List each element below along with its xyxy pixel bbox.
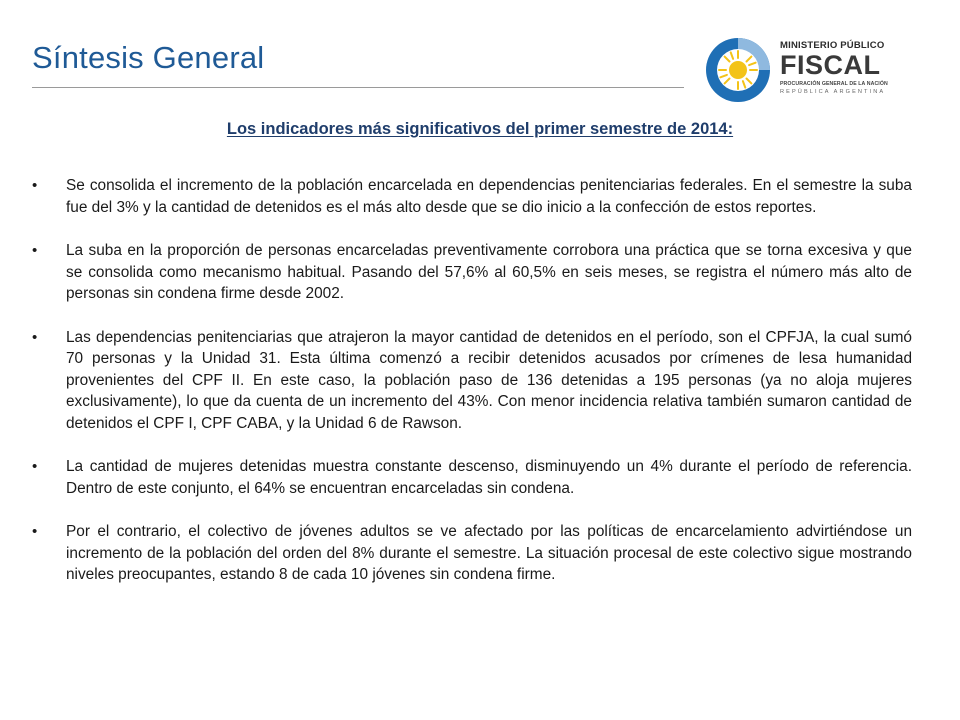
- bullet-item: [32, 240, 912, 305]
- logo-fiscal-text: FISCAL: [780, 50, 881, 80]
- logo-ministerio-text: MINISTERIO PÚBLICO: [780, 40, 885, 51]
- logo-procuracion-text: PROCURACIÓN GENERAL DE LA NACIÓN: [780, 81, 888, 87]
- bullet-list: [32, 175, 912, 608]
- bullet-text: Se consolida el incremento de la población encarcelada en dependencias penitenciarias federales. En el semestre la suba fue del 3% y la cantidad de detenidos es el más alto desde que se dio inicio a la confección de estos reportes.: [66, 177, 912, 216]
- logo-republica-text: REPÚBLICA ARGENTINA: [780, 89, 886, 95]
- bullet-icon: •: [32, 242, 38, 259]
- ministerio-publico-fiscal-logo: [704, 36, 888, 104]
- bullet-icon: •: [32, 523, 38, 540]
- title-divider: [32, 87, 684, 88]
- bullet-item: [32, 456, 912, 499]
- bullet-item: [32, 521, 912, 586]
- bullet-icon: •: [32, 328, 38, 346]
- bullet-item: [32, 175, 912, 218]
- section-subtitle: Los indicadores más significativos del primer semestre de 2014:: [226, 120, 734, 138]
- bullet-icon: •: [32, 177, 38, 194]
- page-title: Síntesis General: [32, 40, 265, 75]
- bullet-text: La suba en la proporción de personas encarceladas preventivamente corrobora una práctica que se torna excesiva y que se consolida como mecanismo habitual. Pasando del 57,6% al 60,5% en seis meses, se registra el número más alto de personas sin condena firme desde 2002.: [66, 242, 912, 302]
- bullet-text: Por el contrario, el colectivo de jóvenes adultos se ve afectado por las políticas de encarcelamiento advirtiéndose un incremento de la población del orden del 8% durante el semestre. La situación procesal de este colectivo sigue mostrando niveles preocupantes, estando 8 de cada 10 jóvenes sin condena firme.: [66, 523, 912, 583]
- sun-emblem-icon: [704, 36, 772, 104]
- bullet-text: La cantidad de mujeres detenidas muestra constante descenso, disminuyendo un 4% durante el período de referencia. Dentro de este conjunto, el 64% se encuentran encarceladas sin condena.: [66, 458, 912, 497]
- logo-wordmark: [780, 40, 892, 95]
- bullet-item: [32, 327, 912, 435]
- bullet-text: Las dependencias penitenciarias que atrajeron la mayor cantidad de detenidos en el período, son el CPFJA, la cual sumó 70 personas y la Unidad 31. Esta última comenzó a recibir detenidos acusados por crímenes de lesa humanidad provenientes del CPF II. En este caso, la población paso de 136 detenidas a 195 personas (ya no aloja mujeres exclusivamente), lo que da cuenta de un incremento del 43%. Con menor incidencia relativa también sumaron cantidad de detenidos el CPF I, CPF CABA, y la Unidad 6 de Rawson.: [66, 328, 912, 432]
- bullet-icon: •: [32, 458, 38, 475]
